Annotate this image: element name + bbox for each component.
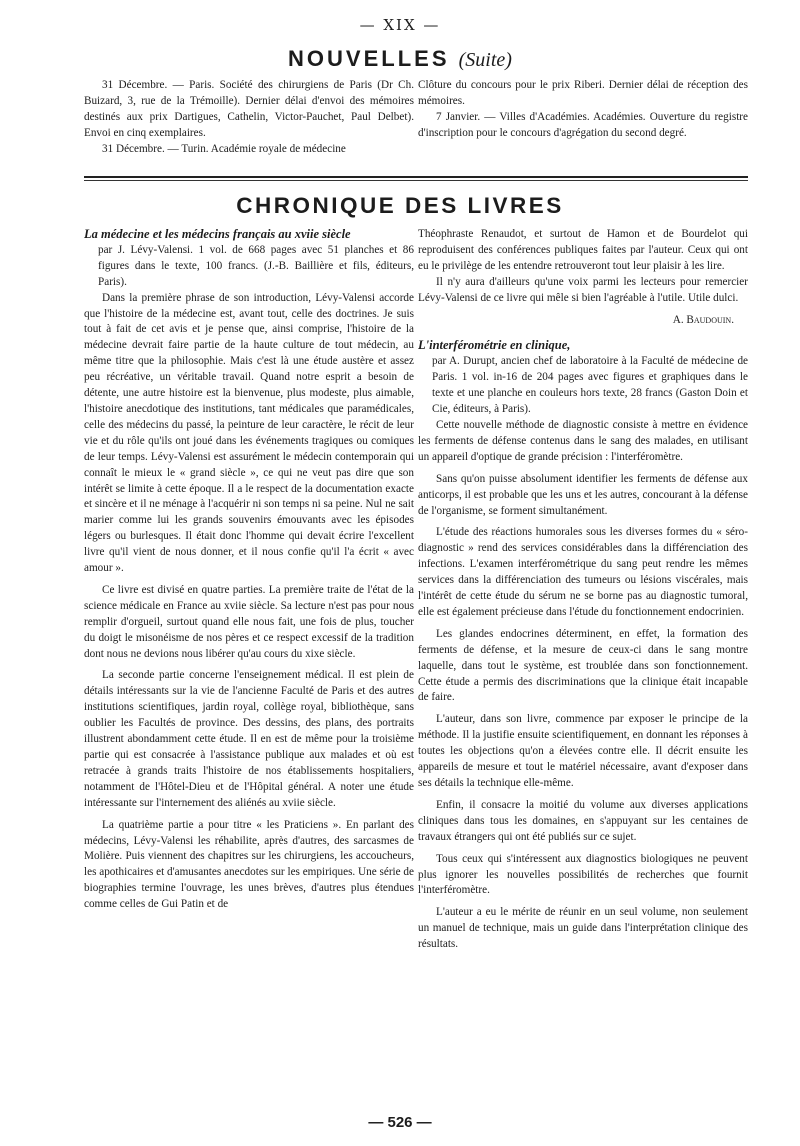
review-paragraph: Dans la première phrase de son introduction, Lévy-Valensi accorde que l'histoire de la médecine est, avant tout, celle des doctrines. Je suis tout à fait de cet avis et je pense que, ainsi comprise, l'histoire de la médecine devrait faire partie de la haute culture de tout médecin, au même titre que la philosophie. Mais c'est là une étude austère et assez peu récréative, un véritable travail. Quand notre esprit a besoin de détente, une autre histoire est la bienvenue, plus modeste, plus aimable, l'histoire anecdotique des institutions, tant médicales que paramédicales, celle des médecins du passé, la peinture de leur caractère, le récit de leur vie et du rôle qu'ils ont joué dans les événements tragiques ou comiques de leur temps. Lévy-Valensi est assurément le médecin contemporain qui connaît le mieux le « grand siècle », ce qui ne veut pas dire que son intérêt se limite à cette époque. Il a le respect de la documentation exacte et sincère et il ne ménage à l'acquérir ni son temps ni sa peine. Nul ne sait marier comme lui les grands souvenirs émouvants avec les épisodes légers ou burlesques. Il était donc l'homme qui devait écrire l'excellent livre qu'il vient de nous donner, et il nous confie qu'il l'a écrit « avec amour ». (84, 291, 414, 575)
review-paragraph: L'étude des réactions humorales sous les diverses formes du « séro-diagnostic » rend des services considérables dans la différenciation des infections. L'examen interférométrique du sang peut rendre les mêmes services dans la différenciation des tumeurs ou lésions viscérales, mais l'intérêt de cette étude du sérum ne se borne pas au diagnostic tumoral, elle est également précieuse dans l'étude du fonctionnement endocrinien. (418, 526, 748, 618)
news-item: Clôture du concours pour le prix Riberi. Dernier délai de réception des mémoires. (418, 79, 748, 107)
chronique-title: CHRONIQUE DES LIVRES (236, 193, 564, 218)
section-title (0, 46, 800, 72)
review-paragraph: La seconde partie concerne l'enseignement médical. Il est plein de détails intéressants sur la vie de l'ancienne Faculté de Paris et des autres institutions scientifiques, jardin royal, collège royal, bibliothèque, sans oublier les Facultés de province. Des dessins, des plans, des portraits illustrent abondamment cette étude. Il en est de même pour la troisième partie qui est consacrée à l'assistance publique aux malades et où est retracée à grands traits l'histoire de nos établissements hospitaliers, notamment de l'Hôtel-Dieu et de l'Hôpital général. A noter une étude intéressante sur l'internement des aliénés au xviie siècle. (84, 669, 414, 809)
review-paragraph: Tous ceux qui s'intéressent aux diagnostics biologiques ne peuvent plus ignorer les nouvelles possibilités de recherches que fournit l'interféromètre. (418, 852, 748, 897)
section-suite: (Suite) (458, 49, 512, 71)
review-paragraph: La quatrième partie a pour titre « les Praticiens ». En parlant des médecins, Lévy-Valensi les réhabilite, après d'autres, des sarcasmes de Molière. Puis viennent des chapitres sur les chirurgiens, les accoucheurs, les apothicaires et d'amusantes anecdotes sur les empiriques. Une série de biographies termine l'ouvrage, les unes brèves, d'autres plus étendues comme celles de Gui Patin et de (84, 818, 414, 911)
review-signature: A. Baudouin. (672, 313, 734, 326)
section-divider (84, 180, 748, 181)
news-item: 31 Décembre. — Turin. Académie royale de médecine (102, 142, 346, 155)
review-paragraph: Il n'y aura d'ailleurs qu'une voix parmi les lecteurs pour remercier Lévy-Valensi de ce livre qui mêle si bien l'agréable à l'utile. Utile dulci. (418, 275, 748, 304)
review-paragraph: Enfin, il consacre la moitié du volume aux diverses applications cliniques dans tous les domaines, en s'appuyant sur les centaines de travaux étrangers qui ont été publiés sur ce sujet. (418, 798, 748, 843)
section-title-text: NOUVELLES (288, 46, 450, 71)
news-item: 31 Décembre. — Paris. Société des chirurgiens de Paris (Dr Ch. Buizard, 3, rue de la Trémoille). Dernier délai d'envoi des mémoires destinés aux prix Dartigues, Cathelin, Victor-Pauchet, Paul Delbet). Envoi en cinq exemplaires. (84, 79, 414, 139)
section-divider (84, 176, 748, 178)
page-roman-numeral: — XIX — (359, 16, 441, 34)
review-paragraph: Ce livre est divisé en quatre parties. La première traite de l'état de la science médicale en France au xviie siècle. Sa lecture n'est pas pour nous remplir d'orgueil, surtout quand elle nous fait, une fois de plus, toucher du doigt le misonéisme de nos pères et ce respect excessif de la tradition dont nous ne devions nous libérer qu'au cours du xixe siècle. (84, 583, 414, 660)
review-paragraph: Sans qu'on puisse absolument identifier les ferments de défense aux anticorps, il est probable que les uns et les autres, concourant à la défense de l'organisme, se forment simultanément. (418, 472, 748, 517)
page-number: — 526 — (368, 1114, 432, 1131)
review-paragraph: L'auteur, dans son livre, commence par exposer le principe de la méthode. Il la justifie ensuite scientifiquement, en donnant les réponses à toutes les objections qu'on a élevées contre elle. Il décrit ensuite les appareils de mesure et tout le matériel nécessaire, avant d'exposer dans ses détails la technique elle-même. (418, 713, 748, 789)
review-paragraph: Cette nouvelle méthode de diagnostic consiste à mettre en évidence les ferments de défense contenus dans le sang des malades, en utilisant un appareil d'optique de grande précision : l'interféromètre. (418, 418, 748, 463)
book-bibliography: par J. Lévy-Valensi. 1 vol. de 668 pages avec 51 planches et 86 figures dans le texte, 100 francs. (J.-B. Baillière et fils, éditeurs, Paris). (98, 243, 414, 288)
news-item: 7 Janvier. — Villes d'Académies. Académies. Ouverture du registre d'inscription pour le concours d'agrégation du second degré. (418, 110, 748, 139)
book-title: L'interférométrie en clinique, (418, 338, 571, 353)
chronique-left-column (84, 227, 414, 1107)
news-left-column (84, 78, 414, 158)
book-title: La médecine et les médecins français au xviie siècle (84, 227, 351, 241)
chronique-right-column (418, 227, 748, 1107)
review-paragraph: Les glandes endocrines déterminent, en effet, la formation des ferments de défense, et la mesure de ceux-ci dans le sang montre laquelle, dans tout le système, est troublée dans son fonctionnement. Cette étude a permis des discriminations que la clinique était incapable de faire. (418, 627, 748, 704)
review-paragraph: L'auteur a eu le mérite de réunir en un seul volume, non seulement un manuel de technique, mais un guide dans l'interprétation clinique des résultats. (418, 906, 748, 951)
news-right-column (418, 78, 748, 142)
review-paragraph: Théophraste Renaudot, et surtout de Hamon et de Bourdelot qui reproduisent des conférences publiques faites par l'auteur. Ceux qui ont eu le privilège de les entendre retrouveront tout leur plaisir à les lire. (418, 228, 748, 272)
book-bibliography: par A. Durupt, ancien chef de laboratoire à la Faculté de médecine de Paris. 1 vol. in-16 de 204 pages avec figures et graphiques dans le texte et une planche en couleurs hors texte, 28 francs (Gaston Doin et Cie, éditeurs, à Paris). (432, 355, 748, 416)
